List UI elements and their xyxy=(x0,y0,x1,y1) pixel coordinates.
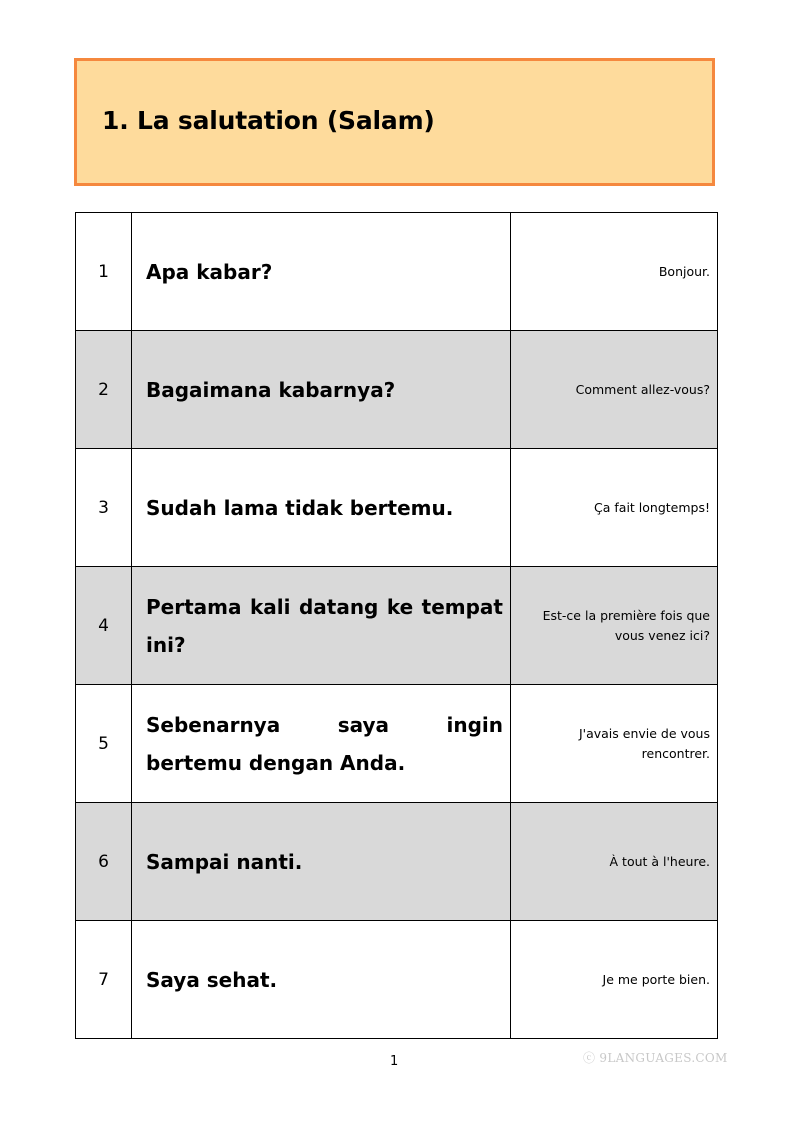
page-number: 1 xyxy=(390,1054,399,1069)
table-row xyxy=(76,803,718,921)
indonesian-phrase: Saya sehat. xyxy=(132,921,511,1039)
indonesian-phrase: Pertama kali datang ke tempat ini? xyxy=(132,567,511,685)
french-translation: J'avais envie de vous rencontrer. xyxy=(511,685,718,803)
french-translation: Bonjour. xyxy=(511,213,718,331)
section-title: 1. La salutation (Salam) xyxy=(102,106,435,135)
indonesian-phrase: Sebenarnya saya ingin bertemu dengan Anda. xyxy=(132,685,511,803)
row-number: 3 xyxy=(76,449,132,567)
row-number: 4 xyxy=(76,567,132,685)
french-translation: Est-ce la première fois que vous venez ici? xyxy=(511,567,718,685)
french-translation: Ça fait longtemps! xyxy=(511,449,718,567)
row-number: 1 xyxy=(76,213,132,331)
table-row xyxy=(76,921,718,1039)
table-row xyxy=(76,685,718,803)
section-title-box xyxy=(74,58,715,186)
indonesian-phrase: Apa kabar? xyxy=(132,213,511,331)
row-number: 7 xyxy=(76,921,132,1039)
table-row xyxy=(76,449,718,567)
indonesian-phrase: Sampai nanti. xyxy=(132,803,511,921)
french-translation: Comment allez-vous? xyxy=(511,331,718,449)
table-row xyxy=(76,331,718,449)
french-translation: À tout à l'heure. xyxy=(511,803,718,921)
indonesian-phrase: Bagaimana kabarnya? xyxy=(132,331,511,449)
french-translation: Je me porte bien. xyxy=(511,921,718,1039)
table-row xyxy=(76,567,718,685)
indonesian-phrase: Sudah lama tidak bertemu. xyxy=(132,449,511,567)
row-number: 2 xyxy=(76,331,132,449)
phrase-table xyxy=(75,212,718,1039)
watermark: ⓒ 9LANGUAGES.COM xyxy=(583,1051,728,1065)
row-number: 6 xyxy=(76,803,132,921)
table-row xyxy=(76,213,718,331)
row-number: 5 xyxy=(76,685,132,803)
